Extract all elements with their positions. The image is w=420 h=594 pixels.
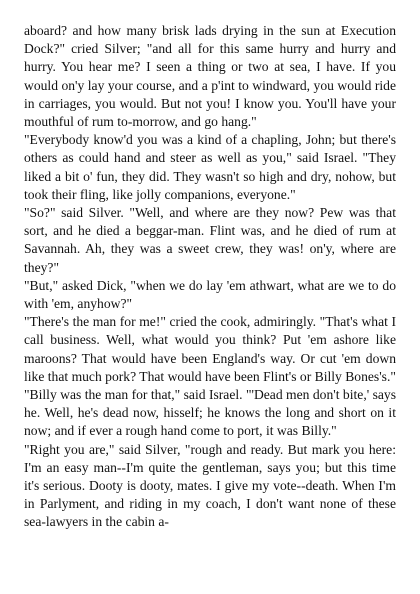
paragraph-6: "Billy was the man for that," said Israel. "'Dead men don't bite,' says he. Well, he's dead now, hisself; he knows the long and short on it now; and if ever a rough hand come to port, it was Billy." xyxy=(24,387,396,439)
paragraph-7: "Right you are," said Silver, "rough and ready. But mark you here: I'm an easy man--I'm quite the gentleman, says you; but this time it's serious. Dooty is dooty, mates. I give my vote--death. When I'm in Parlyment, and riding in my coach, I don't want none of these sea-lawyers in the cabin a- xyxy=(24,441,396,530)
paragraph-5: "There's the man for me!" cried the cook, admiringly. "That's what I call business. Well, what would you think? Put 'em ashore like maroons? That would have been England's way. Or cut 'em down like that much pork? That would have been Flint's or Billy Bones's." xyxy=(24,314,396,384)
paragraph-3: "So?" said Silver. "Well, and where are they now? Pew was that sort, and he died a beggar-man. Flint was, and he died of rum at Savannah. Ah, they was a sweet crew, they was! on'y, where are they?" xyxy=(24,205,396,275)
paragraph-4: "But," asked Dick, "when we do lay 'em athwart, what are we to do with 'em, anyhow?" xyxy=(24,277,396,312)
paragraph-1: aboard? and how many brisk lads drying in the sun at Execution Dock?" cried Silver; "and all for this same hurry and hurry and hurry. You hear me? I seen a thing or two at sea, I have. If you would on'y lay your course, and a p'int to windward, you would ride in carriages, you would. But not you! I know you. You'll have your mouthful of rum to-morrow, and go hang." xyxy=(24,23,396,130)
document-page xyxy=(24,22,396,532)
paragraph-2: "Everybody know'd you was a kind of a chapling, John; but there's others as could hand and steer as well as you," said Israel. "They liked a bit o' fun, they did. They wasn't so high and dry, nohow, but took their fling, like jolly companions, everyone." xyxy=(24,132,396,202)
